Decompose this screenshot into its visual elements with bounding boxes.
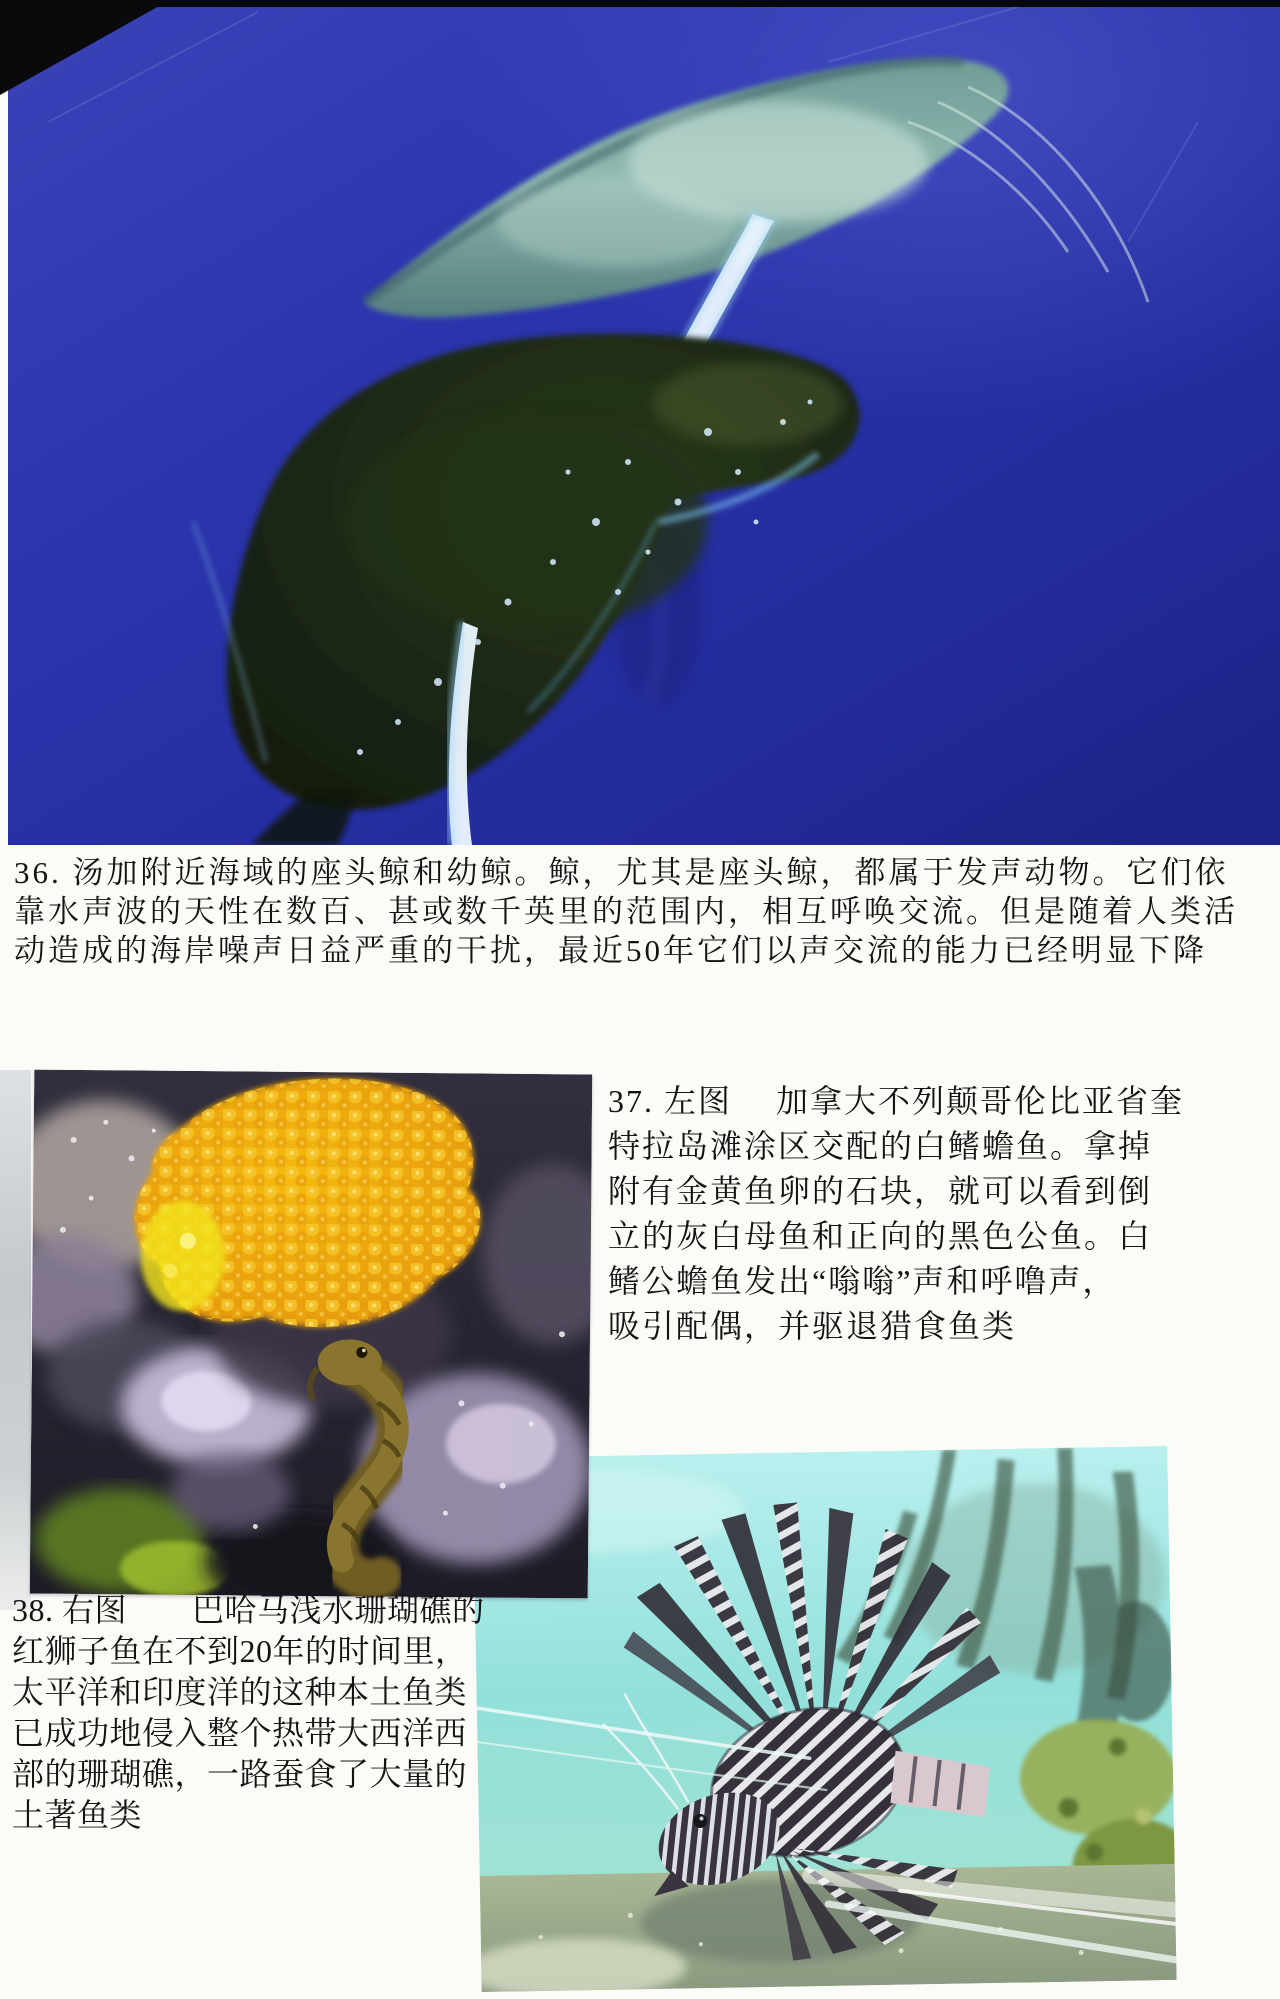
- caption-line: 已成功地侵入整个热带大西洋西: [12, 1715, 468, 1751]
- caption-line: 鳍公蟾鱼发出“嗡嗡”声和呼噜声，: [608, 1263, 1117, 1299]
- caption-line: 土著鱼类: [12, 1797, 143, 1833]
- scan-edge-top-strip: [0, 0, 1280, 7]
- figure-38-caption: [12, 1590, 492, 1836]
- caption-line: 立的灰白母鱼和正向的黑色公鱼。白: [608, 1218, 1153, 1254]
- figure-37-photo-midshipman: [30, 1070, 593, 1599]
- caption-line: 37. 左图 加拿大不列颠哥伦比亚省奎: [608, 1083, 1185, 1119]
- midshipman-photo-art: [30, 1070, 593, 1599]
- figure-36-caption: [14, 853, 1276, 970]
- figure-37-caption: [608, 1079, 1208, 1349]
- caption-line: 38. 右图 巴哈马浅水珊瑚礁的: [12, 1592, 485, 1628]
- figure-36-photo-humpback-whales: [8, 2, 1280, 845]
- mother-head-highlight: [653, 362, 843, 446]
- caption-line: 吸引配偶，并驱退猎食鱼类: [608, 1308, 1017, 1344]
- page-gutter-shadow: [0, 1070, 31, 1610]
- whale-photo-art: [8, 2, 1280, 845]
- caption-line: 红狮子鱼在不到20年的时间里，: [12, 1633, 468, 1669]
- caption-line: 附有金黄鱼卵的石块，就可以看到倒: [608, 1173, 1153, 1209]
- caption-line: 特拉岛滩涂区交配的白鳍蟾鱼。拿掉: [608, 1128, 1153, 1164]
- caption-line: 部的珊瑚礁，一路蚕食了大量的: [12, 1756, 468, 1792]
- caption-line: 靠水声波的天性在数百、甚或数千英里的范围内，相互呼唤交流。但是随着人类活: [14, 894, 1238, 929]
- caption-line: 36. 汤加附近海域的座头鲸和幼鲸。鲸，尤其是座头鲸，都属于发声动物。它们依: [14, 855, 1229, 890]
- caption-line: 动造成的海岸噪声日益严重的干扰，最近50年它们以声交流的能力已经明显下降: [14, 933, 1207, 968]
- caption-line: 太平洋和印度洋的这种本土鱼类: [12, 1674, 468, 1710]
